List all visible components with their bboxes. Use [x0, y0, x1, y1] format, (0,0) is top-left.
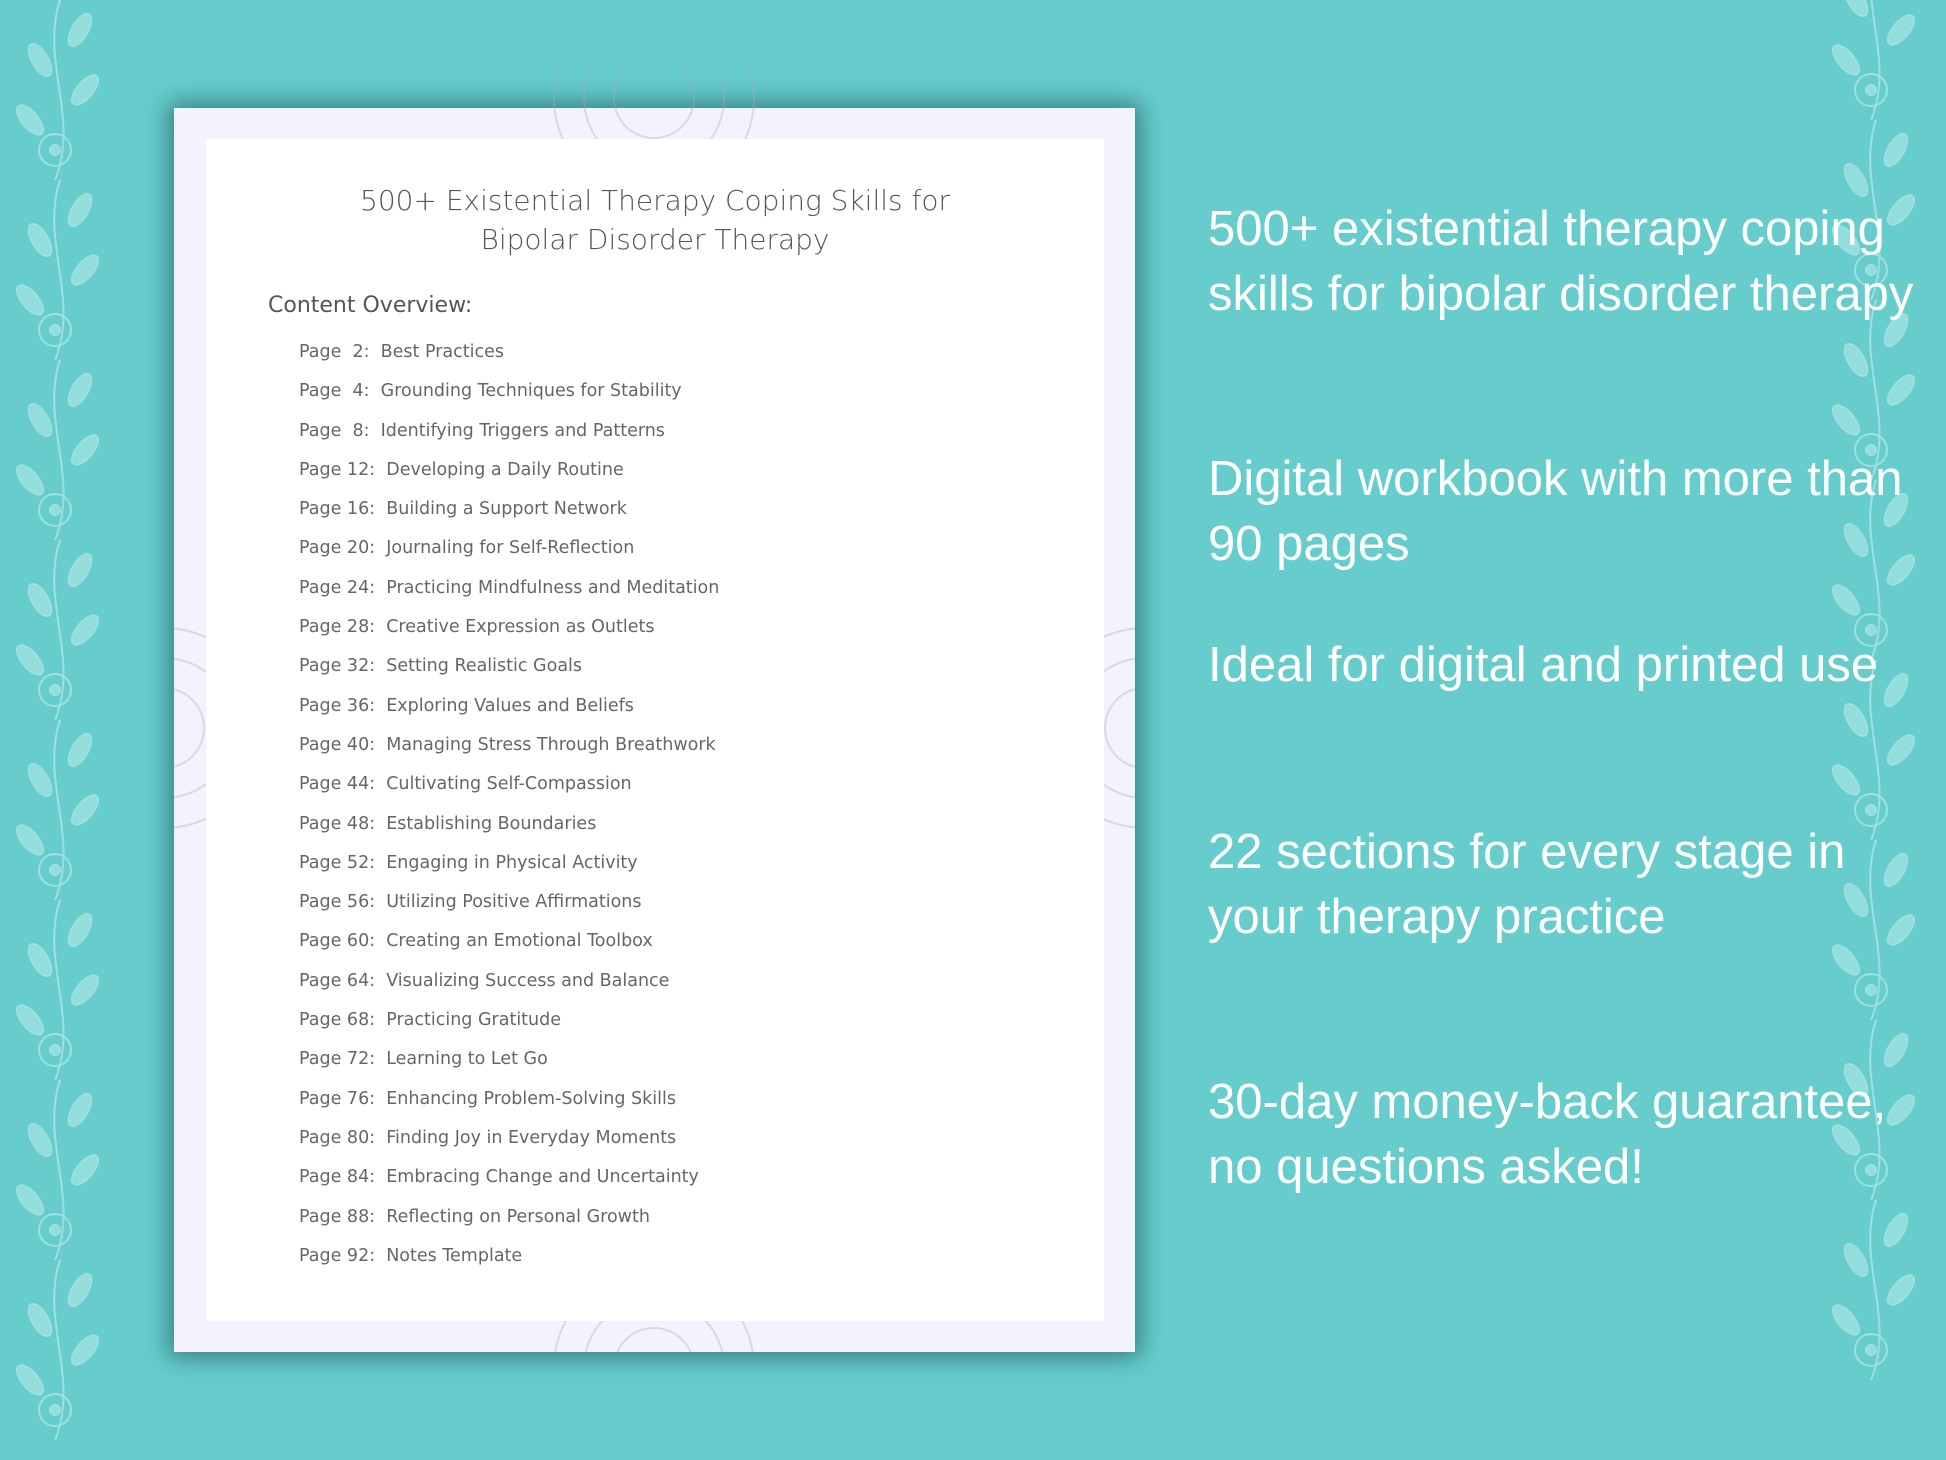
toc-item: Page 64: Visualizing Success and Balance	[299, 970, 670, 991]
content-overview-label: Content Overview:	[268, 293, 473, 318]
toc-item: Page 52: Engaging in Physical Activity	[299, 852, 638, 873]
toc-item: Page 2: Best Practices	[299, 342, 504, 362]
toc-item: Page 84: Embracing Change and Uncertainty	[299, 1167, 699, 1188]
toc-item: Page 36: Exploring Values and Beliefs	[299, 695, 634, 716]
feature-item: 30-day money-back guarantee, no questions asked!	[1208, 1075, 1887, 1194]
toc-item: Page 48: Establishing Boundaries	[299, 813, 597, 834]
feature-item: Digital workbook with more than 90 pages	[1208, 452, 1903, 571]
toc-item: Page 72: Learning to Let Go	[299, 1049, 548, 1070]
mandala-ornament-top	[514, 68, 794, 148]
toc-item: Page 20: Journaling for Self-Reflection	[299, 538, 635, 559]
mandala-ornament-left	[174, 608, 206, 848]
toc-item: Page 80: Finding Joy in Everyday Moments	[299, 1127, 677, 1148]
toc-item: Page 28: Creative Expression as Outlets	[299, 617, 655, 638]
toc-item: Page 32: Setting Realistic Goals	[299, 656, 583, 677]
toc-item: Page 8: Identifying Triggers and Patterns	[299, 420, 665, 441]
mandala-ornament-right	[1103, 608, 1135, 848]
feature-item: 500+ existential therapy coping skills for bipolar disorder therapy	[1208, 202, 1914, 321]
toc-item: Page 56: Utilizing Positive Affirmations	[299, 892, 642, 913]
floral-vine-decoration-left	[0, 0, 130, 1460]
document-title	[206, 181, 1104, 259]
toc-item: Page 60: Creating an Emotional Toolbox	[299, 931, 653, 952]
toc-item: Page 92: Notes Template	[299, 1245, 523, 1266]
page-content	[206, 139, 1104, 1321]
feature-item: Ideal for digital and printed use	[1208, 638, 1879, 692]
toc-item: Page 68: Practicing Gratitude	[299, 1010, 562, 1031]
toc-item: Page 88: Reflecting on Personal Growth	[299, 1206, 650, 1227]
toc-item: Page 44: Cultivating Self-Compassion	[299, 774, 632, 795]
toc-item: Page 40: Managing Stress Through Breathwork	[299, 734, 716, 755]
mandala-ornament-bottom	[514, 1318, 794, 1352]
toc-item: Page 24: Practicing Mindfulness and Meditation	[299, 577, 720, 598]
feature-item: 22 sections for every stage in your therapy practice	[1208, 825, 1846, 944]
feature-list	[1208, 0, 1933, 1460]
toc-item: Page 76: Enhancing Problem-Solving Skills	[299, 1088, 676, 1109]
title-line-2: Bipolar Disorder Therapy	[480, 223, 830, 256]
table-of-contents	[299, 342, 719, 1285]
workbook-page-preview	[174, 108, 1135, 1352]
toc-item: Page 16: Building a Support Network	[299, 499, 627, 520]
toc-item: Page 4: Grounding Techniques for Stability	[299, 381, 682, 402]
toc-item: Page 12: Developing a Daily Routine	[299, 459, 624, 480]
title-line-1: 500+ Existential Therapy Coping Skills for	[360, 184, 950, 217]
